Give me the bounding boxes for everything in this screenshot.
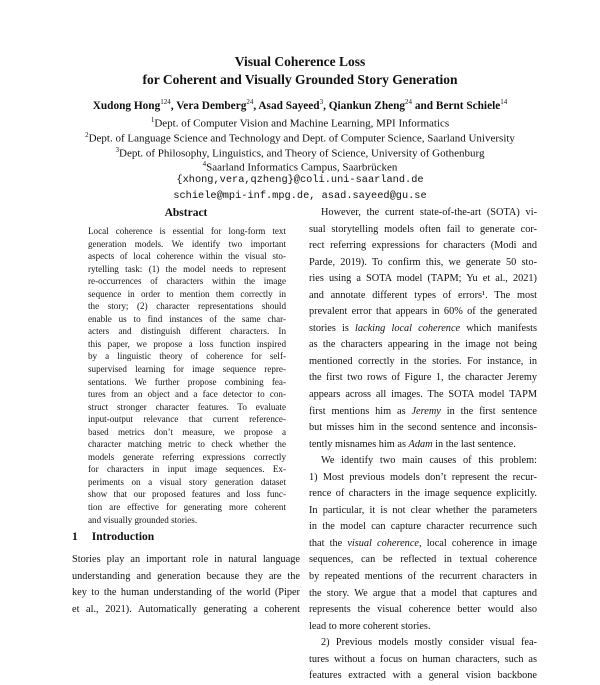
body-line: the first two rows of Figure 1, the character Jeremy [309, 372, 537, 384]
author-affiliation-marks: 14 [500, 98, 508, 106]
abstract-line: sentations. We further propose combining fea- [88, 376, 286, 387]
paper-title-line-2: for Coherent and Visually Grounded Story Generation [142, 72, 458, 87]
right-column-body [309, 205, 537, 685]
abstract-line: generation models. We identify two important [88, 238, 286, 249]
body-line: features extracted with a general vision backbone [309, 670, 537, 682]
abstract-line: models generate referring expressions correctly [88, 451, 286, 462]
affiliation-2: $^2$Dept. of Language Science and Technology and Dept. of Computer Science, Saarland University [85, 131, 515, 145]
section-title: Introduction [91, 531, 155, 543]
abstract-line: based metrics don’t measure, we propose a [88, 426, 286, 437]
abstract-line: the story; (2) character representations should [88, 301, 286, 312]
abstract-line: for characters in input image sequences. Ex- [88, 464, 286, 475]
abstract-line: tures from an object and a face detector to con- [88, 389, 286, 400]
body-line: tently misnames him as Adam in the last sentence. [309, 438, 516, 450]
abstract-line: aspects of local coherence within the visual sto- [88, 251, 286, 262]
affiliation-1: $^1$Dept. of Computer Vision and Machine Learning, MPI Informatics [150, 116, 450, 130]
body-line: represents the visual coherence better would also [309, 604, 537, 616]
body-line: sequences, can be reflected in textual coherence [309, 554, 537, 566]
abstract-line: and visually grounded stories. [88, 514, 198, 525]
author-name: Qiankun Zheng [328, 99, 406, 112]
emphasized-text: visual coherence [347, 537, 419, 549]
body-line: by repeated mentions of the recurrent characters in [309, 571, 537, 583]
abstract-line: Local coherence is essential for long-form text [88, 226, 286, 236]
body-line: tures without a focus on human characters, such as [309, 653, 537, 665]
section-heading-introduction [72, 531, 168, 543]
emphasized-text: Adam [408, 438, 433, 450]
body-line: lead to more coherent stories. [309, 620, 431, 632]
author-separator: , [170, 99, 177, 112]
abstract-line: character matching metric to check whether the [88, 439, 286, 450]
abstract-line: supervised learning for image sequence repre- [88, 364, 286, 375]
author-list [0, 95, 600, 113]
introduction-line: et al., 2021). Automatically generating a coherent [72, 603, 300, 615]
abstract-line: re-occurrences of characters within the image [88, 276, 286, 287]
abstract-line: struct stronger character features. To evaluate [88, 401, 286, 412]
body-line: prevalent error that appears in 60% of the generated [309, 306, 537, 318]
body-line: and annotate different types of errors¹. The most [309, 289, 537, 301]
abstract-line: sequence in order to mention them correctly in [88, 288, 286, 299]
introduction-line: understanding and generation because they are the [72, 570, 300, 582]
body-line: 1) Most previous models don’t represent the recur- [309, 471, 537, 483]
body-line: However, the current state-of-the-art (SOTA) vi- [321, 207, 537, 218]
body-line: In particular, it is not clear whether the parameters [309, 504, 537, 516]
emphasized-text: lacking local coherence [355, 322, 461, 334]
body-line: rect referring expressions for characters (Modi and [309, 240, 537, 252]
author-affiliation-marks: 3 [319, 98, 324, 106]
body-line: that the visual coherence, local coherence in image [309, 537, 538, 549]
abstract-line: this paper, we propose a loss function inspired [88, 338, 286, 349]
body-line: as the characters appearing in the image not being [309, 339, 537, 351]
introduction-line: key to the human understanding of the world (Piper [72, 587, 300, 598]
abstract-line: acters and distinguish different characters. In [88, 326, 286, 337]
body-line: appears across all images. The SOTA model TAPM [309, 389, 537, 401]
abstract-line: tion are effective for generating more coherent [88, 502, 286, 513]
author-affiliation-marks: 24 [246, 98, 254, 106]
body-line: We identify two main causes of this problem: [321, 455, 537, 467]
author-name: Asad Sayeed [258, 99, 320, 112]
body-line: Parde, 2019). To confirm this, we generate 50 sto- [309, 256, 537, 268]
body-line: stories is lacking local coherence which manifests [309, 322, 537, 334]
abstract-line: periments on a visual story generation dataset [88, 476, 286, 487]
body-line: in the model can capture character recurrence such [309, 521, 537, 533]
body-line: sual storytelling models often fail to generate cor- [309, 223, 537, 235]
abstract-line: enable us to find instances of the same char- [88, 313, 286, 324]
author-name: Xudong Hong [92, 99, 161, 112]
emphasized-text: Jeremy [411, 405, 441, 417]
paper-title-line-1: Visual Coherence Loss [234, 54, 366, 69]
body-line: but misses him in the second sentence and inconsis- [309, 422, 537, 434]
author-separator: and [412, 99, 436, 112]
introduction-line: Stories play an important role in natural language [72, 554, 300, 565]
body-line: 2) Previous models mostly consider visual fea- [321, 637, 537, 649]
affiliation-4: $^4$Saarland Informatics Campus, Saarbrücken [202, 160, 398, 174]
abstract-line: show that our proposed features and loss func- [88, 489, 286, 500]
author-affiliation-marks: 124 [160, 98, 171, 106]
author-separator: , [323, 99, 329, 112]
email-line-1: {xhong,vera,qzheng}@coli.uni-saarland.de [176, 174, 424, 186]
author-affiliation-marks: 24 [405, 98, 413, 106]
email-line-2: schiele@mpi-inf.mpg.de, asad.sayeed@gu.se [173, 190, 427, 202]
abstract-line: rytelling task: (1) the model needs to represent [88, 263, 286, 274]
author-separator: , [253, 99, 259, 112]
author-name: Vera Demberg [176, 99, 247, 112]
section-number: 1 [72, 531, 78, 543]
affiliation-3: $^3$Dept. of Philosophy, Linguistics, and Theory of Science, University of Gothenburg [115, 146, 485, 160]
abstract-line: by a linguistic theory of coherence for self- [88, 351, 286, 362]
body-line: rence of characters in the image sequence explicitly. [309, 488, 537, 500]
author-name: Bernt Schiele [435, 99, 501, 112]
abstract-heading: Abstract [164, 207, 208, 219]
introduction-body [72, 552, 300, 618]
body-line: first mentions him as Jeremy in the first sentence [309, 405, 537, 417]
body-line: mentioned correctly in the stories. For instance, in [309, 355, 537, 367]
body-line: ries using a SOTA model (TAPM; Yu et al., 2021) [309, 273, 537, 285]
abstract-line: input-output relevance that current reference- [88, 414, 286, 425]
body-line: the story. We argue that a model that captures and [309, 587, 537, 599]
abstract-body [88, 225, 286, 526]
